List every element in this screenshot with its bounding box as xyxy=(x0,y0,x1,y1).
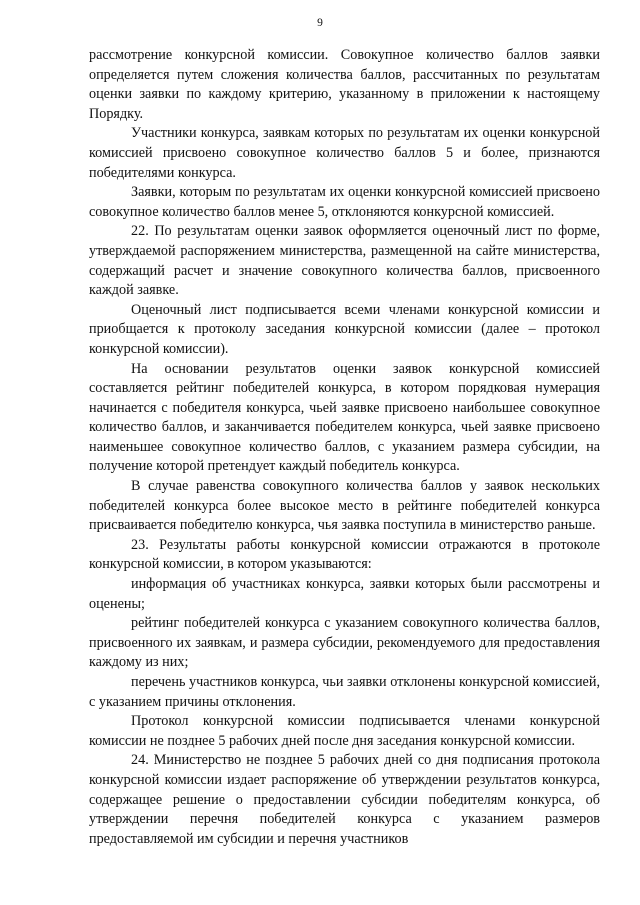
paragraph-continuation: рассмотрение конкурсной комиссии. Совокупное количество баллов заявки определяется путем сложения количества баллов, рассчитанных по результатам оценки заявки по каждому критерию, указанному в приложении к настоящему Порядку. xyxy=(89,47,600,122)
paragraph-item-24: 24. Министерство не позднее 5 рабочих дней со дня подписания протокола конкурсной комиссии издает распоряжение об утверждении результатов конкурса, содержащее решение о предоставлении субсидии победителям конкурса, об утверждении перечня победителей конкурса с указанием размеров предоставляемой им субсидии и перечня участников xyxy=(89,752,600,847)
paragraph-item-23: 23. Результаты работы конкурсной комиссии отражаются в протоколе конкурсной комиссии, в котором указываются: xyxy=(89,536,600,573)
paragraph-item-22: 22. По результатам оценки заявок оформляется оценочный лист по форме, утверждаемой распоряжением министерства, размещенной на сайте министерства, содержащий расчет и значение совокупного количества баллов, присвоенного каждой заявке. xyxy=(89,223,600,299)
list-item-winners-rating: рейтинг победителей конкурса с указанием совокупного количества баллов, присвоенного их заявкам, и размера субсидии, рекомендуемого для предоставления каждому из них; xyxy=(89,615,600,671)
paragraph-rejected-applications: Заявки, которым по результатам их оценки конкурсной комиссией присвоено совокупное количество баллов менее 5, отклоняются конкурсной комиссией. xyxy=(89,184,600,220)
list-item-participants-info: информация об участниках конкурса, заявки которых были рассмотрены и оценены; xyxy=(89,576,600,612)
document-body xyxy=(89,46,600,849)
paragraph-winners-rating: На основании результатов оценки заявок конкурсной комиссией составляется рейтинг победителей конкурса, в котором порядковая нумерация начинается с победителя конкурса, чьей заявке присвоено наибольшее совокупное количество баллов, и заканчивается победителем конкурса, чьей заявке присвоено наименьшее совокупное количество баллов, с указанием размера субсидии, на получение которой претендует каждый победитель конкурса. xyxy=(89,360,600,475)
paragraph-protocol-signing: Протокол конкурсной комиссии подписывается членами конкурсной комиссии не позднее 5 рабочих дней после дня заседания конкурсной комиссии. xyxy=(89,713,600,749)
paragraph-winners-threshold: Участники конкурса, заявкам которых по результатам их оценки конкурсной комиссией присвоено совокупное количество баллов 5 и более, признаются победителями конкурса. xyxy=(89,125,600,181)
paragraph-equal-scores: В случае равенства совокупного количества баллов у заявок нескольких победителей конкурса более высокое место в рейтинге победителей конкурса присваивается победителю конкурса, чья заявка поступила в министерство раньше. xyxy=(89,478,600,534)
paragraph-evaluation-sheet: Оценочный лист подписывается всеми членами конкурсной комиссии и приобщается к протоколу заседания конкурсной комиссии (далее – протокол конкурсной комиссии). xyxy=(89,301,600,357)
page-number: 9 xyxy=(317,17,323,29)
list-item-rejected-participants: перечень участников конкурса, чьи заявки отклонены конкурсной комиссией, с указанием причины отклонения. xyxy=(89,674,600,710)
